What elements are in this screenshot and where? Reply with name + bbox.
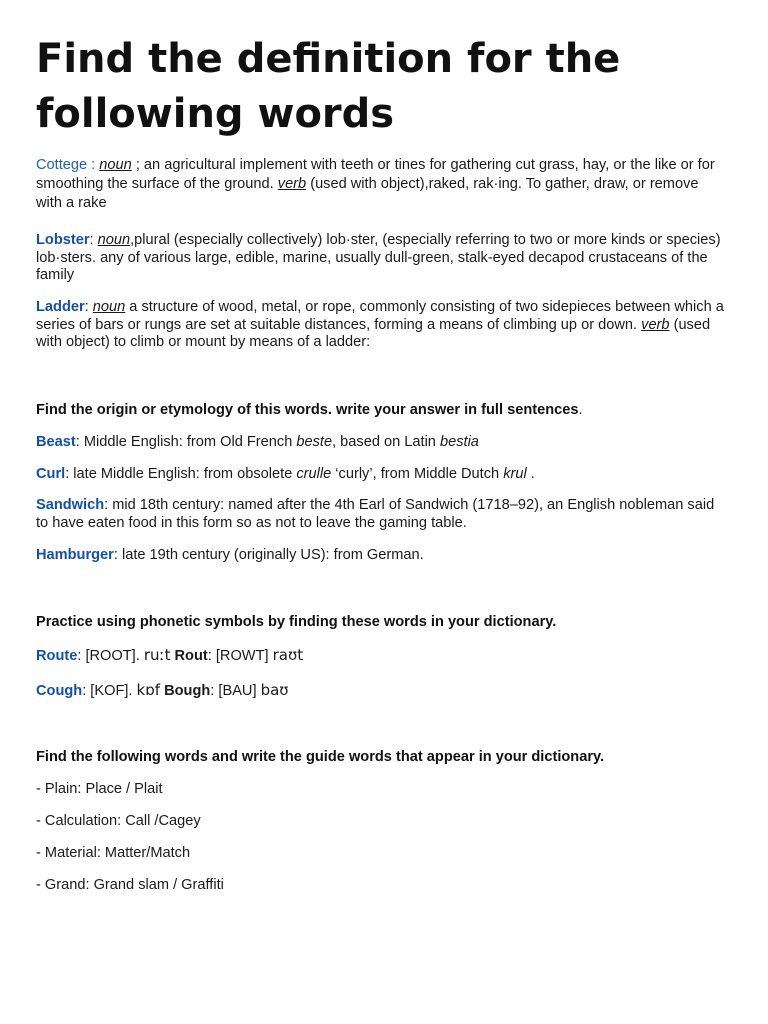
definition-text: ,plural (especially collectively) lob·ster, (especially referring to two or more kinds or species) lob·sters. any of various large, edible, marine, usually dull-green, stalk-eyed decapod crustaceans of the family bbox=[36, 232, 721, 283]
etymology-text: : late Middle English: from obsolete bbox=[65, 466, 297, 482]
definition-word: Cottege : bbox=[36, 157, 96, 173]
phonetic-ipa: kɒf bbox=[136, 681, 161, 699]
part-of-speech: noun bbox=[92, 299, 126, 315]
page-title: Find the definition for the following words bbox=[36, 36, 621, 137]
guide-item: - Plain: Place / Plait bbox=[36, 781, 163, 797]
etymology-text: : late 19th century (originally US): from German. bbox=[113, 547, 424, 563]
guide-item: - Calculation: Call /Cagey bbox=[36, 813, 201, 829]
definition-text: a structure of wood, metal, or rope, commonly consisting of two sidepieces between which a series of bars or rungs are set at suitable distances, forming a means of climbing up or down. bbox=[36, 299, 724, 333]
etymology-italic: crulle bbox=[296, 466, 332, 482]
guide-item: - Grand: Grand slam / Graffiti bbox=[36, 877, 224, 893]
phonetic-row-route bbox=[36, 646, 728, 666]
part-of-speech: verb bbox=[641, 316, 670, 333]
definition-word: Lobster bbox=[36, 232, 90, 248]
etymology-text: , based on Latin bbox=[332, 434, 440, 450]
guide-item: - Material: Matter/Match bbox=[36, 845, 191, 861]
etymology-italic: bestia bbox=[439, 434, 479, 450]
phonetic-ipa: raʊt bbox=[272, 646, 304, 664]
etymology-item-curl bbox=[36, 465, 728, 484]
heading-period: . bbox=[578, 402, 583, 418]
definition-text: ; an agricultural implement with teeth or tines for gathering cut grass, hay, or the like or for smoothing the surface of the ground. bbox=[36, 157, 715, 192]
etymology-text: ‘curly’, from Middle Dutch bbox=[331, 466, 504, 482]
etymology-word: Curl bbox=[36, 466, 66, 482]
etymology-word: Sandwich bbox=[36, 497, 105, 513]
phonetic-ipa: ruːt bbox=[143, 646, 171, 664]
definition-word: Ladder bbox=[36, 299, 85, 315]
phonetic-row-cough bbox=[36, 681, 728, 701]
definition-cottege bbox=[36, 156, 728, 213]
definition-lobster bbox=[36, 232, 728, 285]
guide-heading: Find the following words and write the guide words that appear in your dictionary. bbox=[36, 749, 605, 765]
etymology-heading bbox=[36, 401, 728, 420]
part-of-speech: verb bbox=[277, 176, 307, 192]
phonetic-word: Rout bbox=[174, 648, 208, 664]
etymology-word: Beast bbox=[36, 434, 76, 450]
heading-text: Find the origin or etymology of this words. write your answer in full sentences bbox=[36, 402, 579, 418]
phonetic-respelling: : [ROOT]. bbox=[77, 648, 144, 664]
part-of-speech: noun bbox=[97, 232, 131, 248]
definition-text: (used with object),raked, rak·ing. To gather, draw, or remove with a rake bbox=[36, 176, 699, 211]
etymology-text: . bbox=[526, 466, 535, 482]
phonetic-respelling: : [BAU] bbox=[210, 683, 261, 699]
phonetic-word: Route bbox=[36, 648, 78, 664]
definition-ladder bbox=[36, 299, 728, 352]
definition-text: (used with object) to climb or mount by means of a ladder: bbox=[36, 316, 711, 350]
etymology-item-beast bbox=[36, 433, 728, 452]
etymology-item-hamburger bbox=[36, 546, 728, 565]
phonetic-respelling: : [ROWT] bbox=[207, 648, 273, 664]
etymology-text: : mid 18th century: named after the 4th Earl of Sandwich (1718–92), an English nobleman said to have eaten food in this form so as not to leave the gaming table. bbox=[36, 497, 715, 531]
etymology-text: : Middle English: from Old French bbox=[75, 434, 297, 450]
etymology-italic: beste bbox=[296, 434, 333, 450]
separator: : bbox=[84, 299, 93, 315]
separator: : bbox=[89, 232, 98, 248]
part-of-speech: noun bbox=[99, 157, 132, 173]
phonetic-ipa: baʊ bbox=[260, 681, 289, 699]
etymology-italic: krul bbox=[503, 466, 527, 482]
phonetic-heading: Practice using phonetic symbols by finding these words in your dictionary. bbox=[36, 614, 557, 630]
phonetic-respelling: : [KOF]. bbox=[82, 683, 137, 699]
etymology-word: Hamburger bbox=[36, 547, 114, 563]
etymology-item-sandwich bbox=[36, 497, 728, 532]
phonetic-word: Cough bbox=[36, 683, 83, 699]
phonetic-word: Bough bbox=[164, 683, 211, 699]
